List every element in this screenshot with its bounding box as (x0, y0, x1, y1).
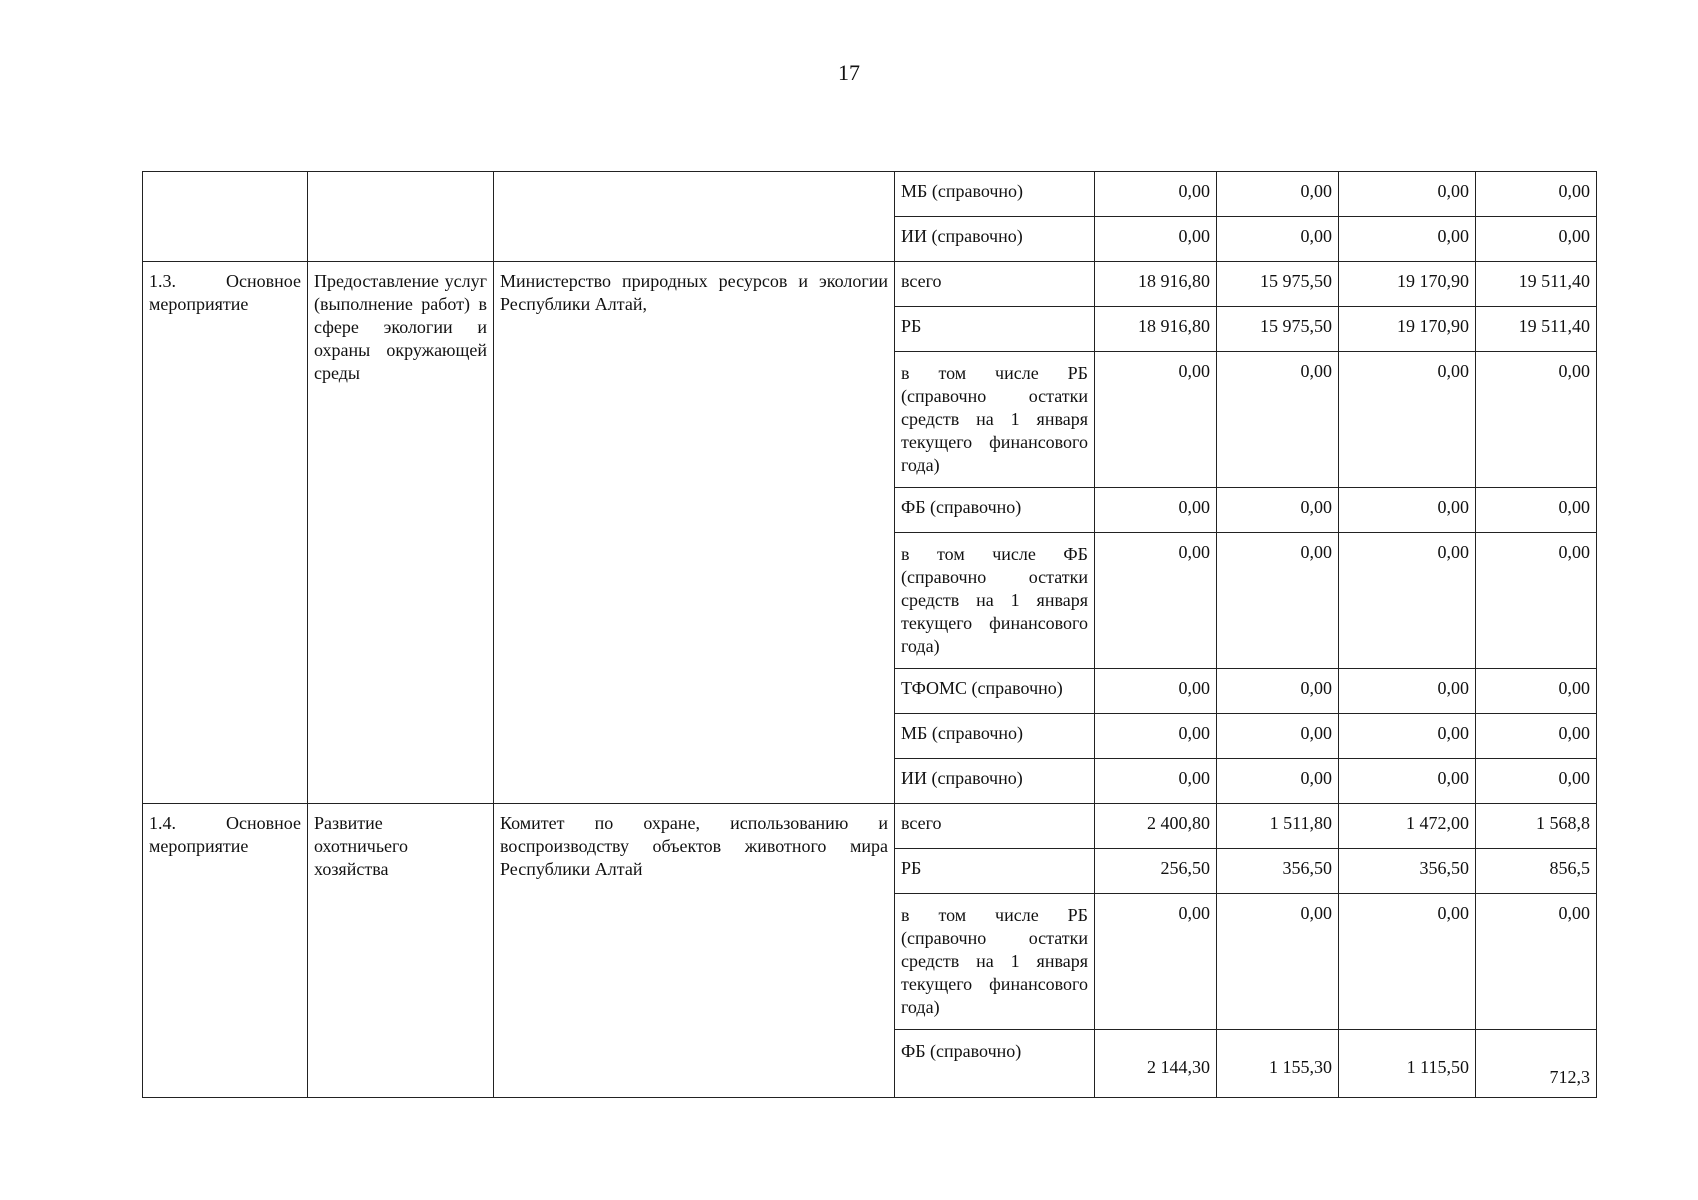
value-cell: 0,00 (1476, 172, 1597, 217)
value-cell: 1 115,50 (1339, 1030, 1476, 1098)
value-cell: 0,00 (1339, 894, 1476, 1030)
value-cell: 0,00 (1095, 352, 1217, 488)
value-cell: 2 400,80 (1095, 804, 1217, 849)
activity-type: Основное (226, 271, 301, 291)
value-cell: 19 511,40 (1476, 307, 1597, 352)
value-cell: 0,00 (1339, 533, 1476, 669)
value-cell: 0,00 (1339, 759, 1476, 804)
value-cell: 19 511,40 (1476, 262, 1597, 307)
value-cell: 0,00 (1476, 714, 1597, 759)
empty-cell (494, 172, 895, 262)
value-cell: 0,00 (1476, 759, 1597, 804)
value-cell: 0,00 (1095, 894, 1217, 1030)
value-cell: 356,50 (1217, 849, 1339, 894)
value-cell: 0,00 (1476, 217, 1597, 262)
source-cell: в том числе РБ (справочно остатки средств на 1 января текущего финансового года) (895, 894, 1095, 1030)
value-cell: 0,00 (1217, 217, 1339, 262)
value-cell: 712,3 (1476, 1030, 1597, 1098)
value-cell: 0,00 (1217, 759, 1339, 804)
value-cell: 0,00 (1476, 352, 1597, 488)
activity-type: Основное (226, 813, 301, 833)
executor-cell: Комитет по охране, использованию и воспроизводству объектов животного мира Республики Алтай (494, 804, 895, 1098)
value-cell: 0,00 (1095, 669, 1217, 714)
source-cell: ФБ (справочно) (895, 1030, 1095, 1098)
value-cell: 356,50 (1339, 849, 1476, 894)
value-cell: 1 568,8 (1476, 804, 1597, 849)
table-row (143, 804, 1597, 849)
value-cell: 0,00 (1476, 894, 1597, 1030)
page-number: 17 (838, 60, 860, 85)
source-cell: РБ (895, 307, 1095, 352)
activity-number: 1.3. (149, 271, 176, 291)
value-cell: 856,5 (1476, 849, 1597, 894)
source-cell: в том числе ФБ (справочно остатки средств на 1 января текущего финансового года) (895, 533, 1095, 669)
source-cell: ИИ (справочно) (895, 217, 1095, 262)
value-cell: 0,00 (1339, 217, 1476, 262)
value-cell: 0,00 (1217, 352, 1339, 488)
value-cell: 0,00 (1339, 172, 1476, 217)
value-cell: 1 472,00 (1339, 804, 1476, 849)
activity-name: Развитие охотничьего хозяйства (314, 813, 408, 879)
value-cell: 0,00 (1217, 714, 1339, 759)
value-cell: 2 144,30 (1095, 1030, 1217, 1098)
source-cell: ТФОМС (справочно) (895, 669, 1095, 714)
table-row (143, 262, 1597, 307)
value-cell: 19 170,90 (1339, 307, 1476, 352)
table-row (143, 172, 1597, 217)
value-cell: 15 975,50 (1217, 307, 1339, 352)
value-cell: 0,00 (1476, 669, 1597, 714)
value-cell: 0,00 (1339, 669, 1476, 714)
source-cell: РБ (895, 849, 1095, 894)
source-cell: МБ (справочно) (895, 172, 1095, 217)
value-cell: 0,00 (1095, 759, 1217, 804)
value-cell: 19 170,90 (1339, 262, 1476, 307)
value-cell: 1 155,30 (1217, 1030, 1339, 1098)
value-cell: 0,00 (1217, 894, 1339, 1030)
value-cell: 18 916,80 (1095, 262, 1217, 307)
source-cell: всего (895, 262, 1095, 307)
source-cell: ФБ (справочно) (895, 488, 1095, 533)
value-cell: 0,00 (1217, 533, 1339, 669)
value-cell: 0,00 (1095, 533, 1217, 669)
value-cell: 0,00 (1095, 488, 1217, 533)
value-cell: 0,00 (1339, 714, 1476, 759)
value-cell: 0,00 (1217, 172, 1339, 217)
budget-table (142, 171, 1597, 1098)
activity-type-2: мероприятие (149, 836, 249, 856)
value-cell: 0,00 (1095, 217, 1217, 262)
value-cell: 15 975,50 (1217, 262, 1339, 307)
source-cell: в том числе РБ (справочно остатки средств на 1 января текущего финансового года) (895, 352, 1095, 488)
activity-number-cell (143, 804, 308, 1098)
value-cell: 0,00 (1095, 714, 1217, 759)
source-cell: ИИ (справочно) (895, 759, 1095, 804)
value-cell: 18 916,80 (1095, 307, 1217, 352)
value-cell: 0,00 (1339, 352, 1476, 488)
activity-number-cell (143, 262, 308, 804)
value-cell: 0,00 (1339, 488, 1476, 533)
activity-name-cell: Предоставление услуг (выполнение работ) в сфере экологии и охраны окружающей среды (308, 262, 494, 804)
empty-cell (143, 172, 308, 262)
value-cell: 0,00 (1095, 172, 1217, 217)
value-cell: 1 511,80 (1217, 804, 1339, 849)
empty-cell (308, 172, 494, 262)
value-cell: 0,00 (1476, 488, 1597, 533)
activity-type-2: мероприятие (149, 294, 249, 314)
activity-number: 1.4. (149, 813, 176, 833)
value-cell: 256,50 (1095, 849, 1217, 894)
value-cell: 0,00 (1217, 488, 1339, 533)
value-cell: 0,00 (1217, 669, 1339, 714)
executor-cell: Министерство природных ресурсов и экологии Республики Алтай, (494, 262, 895, 804)
value-cell: 0,00 (1476, 533, 1597, 669)
source-cell: МБ (справочно) (895, 714, 1095, 759)
source-cell: всего (895, 804, 1095, 849)
activity-name-cell (308, 804, 494, 1098)
